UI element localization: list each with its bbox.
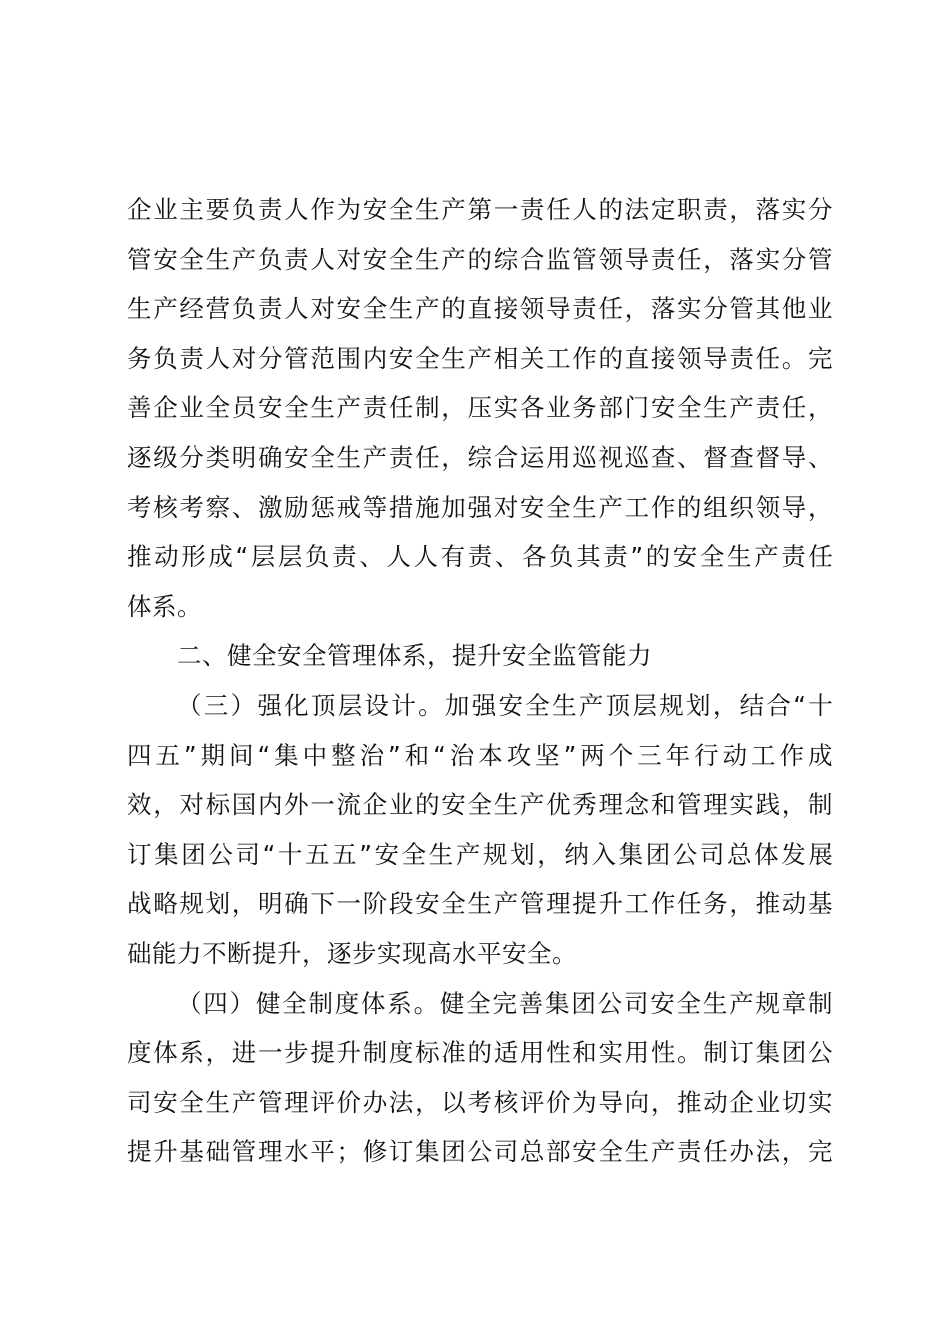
text-line: （四）健全制度体系。健全完善集团公司安全生产规章制	[177, 988, 835, 1018]
text-line: （三）强化顶层设计。加强安全生产顶层规划，结合“十	[177, 690, 835, 720]
text-line: 考核考察、激励惩戒等措施加强对安全生产工作的组织领导，	[127, 492, 835, 522]
text-line: 善企业全员安全生产责任制，压实各业务部门安全生产责任，	[127, 393, 835, 423]
text-line: 推动形成“层层负责、人人有责、各负其责”的安全生产责任	[127, 542, 836, 572]
text-line: 司安全生产管理评价办法，以考核评价为导向，推动企业切实	[127, 1087, 835, 1117]
text-line: 务负责人对分管范围内安全生产相关工作的直接领导责任。完	[127, 343, 835, 373]
text-line: 订集团公司“十五五”安全生产规划，纳入集团公司总体发展	[127, 839, 836, 869]
text-line: 逐级分类明确安全生产责任，综合运用巡视巡查、督查督导、	[127, 442, 835, 472]
text-line: 提升基础管理水平；修订集团公司总部安全生产责任办法，完	[127, 1137, 835, 1167]
text-line: 础能力不断提升，逐步实现高水平安全。	[127, 938, 577, 968]
text-line: 四五”期间“集中整治”和“治本攻坚”两个三年行动工作成	[127, 740, 837, 770]
text-line: 度体系，进一步提升制度标准的适用性和实用性。制订集团公	[127, 1038, 835, 1068]
text-line: 管安全生产负责人对安全生产的综合监管领导责任，落实分管	[127, 244, 835, 274]
body-text	[127, 185, 837, 1177]
text-line: 战略规划，明确下一阶段安全生产管理提升工作任务，推动基	[127, 889, 835, 919]
text-line: 企业主要负责人作为安全生产第一责任人的法定职责，落实分	[127, 195, 835, 224]
text-line: 体系。	[127, 591, 202, 621]
text-line: 生产经营负责人对安全生产的直接领导责任，落实分管其他业	[127, 294, 835, 324]
text-line: 二、健全安全管理体系，提升安全监管能力	[177, 641, 652, 671]
text-line: 效，对标国内外一流企业的安全生产优秀理念和管理实践，制	[127, 790, 835, 820]
